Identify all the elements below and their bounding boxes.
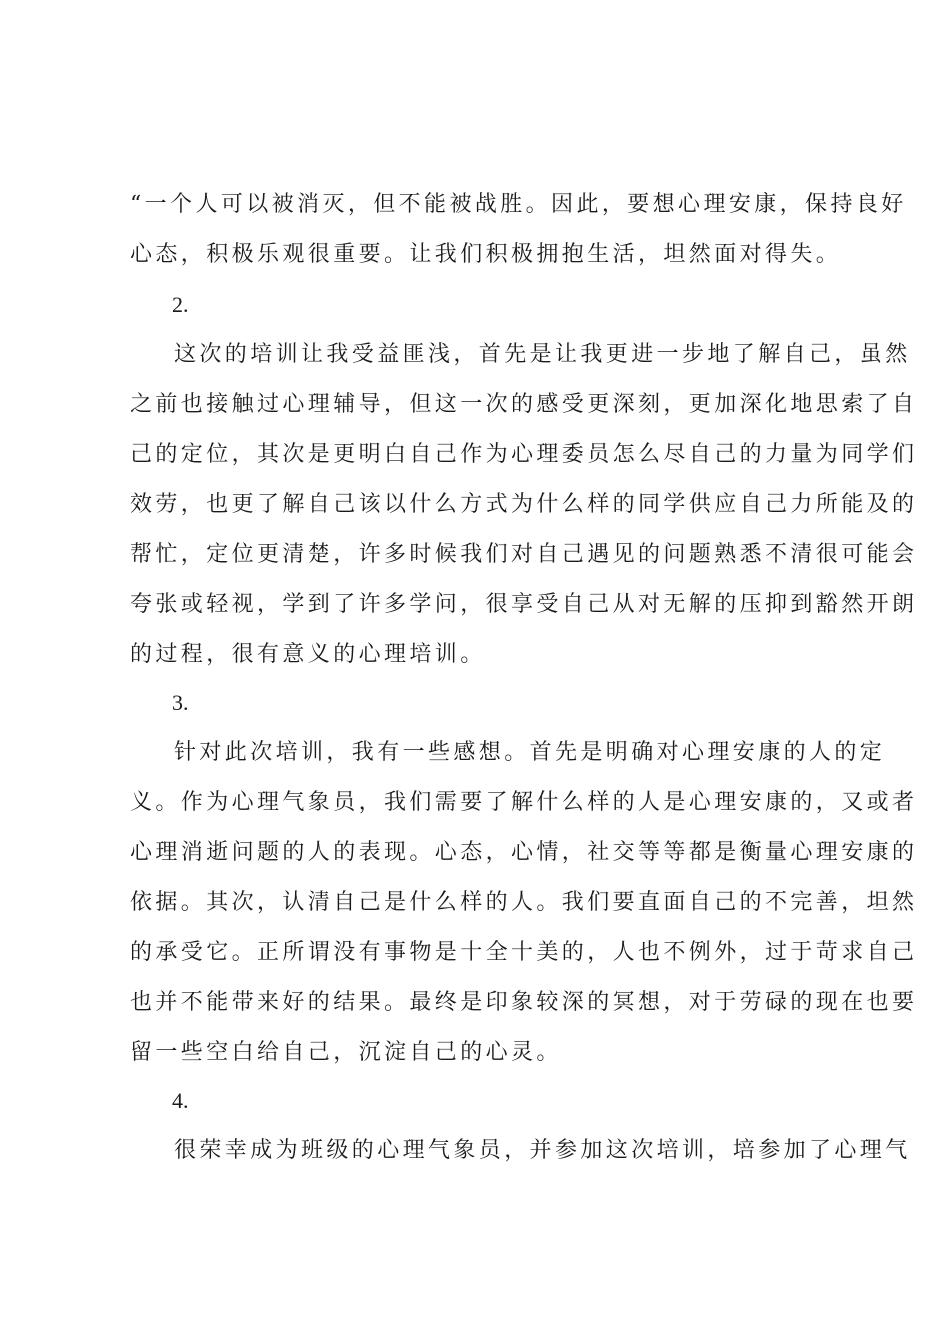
paragraph-2-line-6: 夸张或轻视，学到了许多学问，很享受自己从对无解的压抑到豁然开朗	[130, 592, 918, 617]
paragraph-2-line-5: 帮忙，定位更清楚，许多时候我们对自己遇见的问题熟悉不清很可能会	[130, 542, 918, 567]
paragraph-4-line-1: 很荣幸成为班级的心理气象员，并参加这次培训，培参加了心理气	[174, 1138, 911, 1163]
paragraph-2-line-1: 这次的培训让我受益匪浅，首先是让我更进一步地了解自己，虽然	[174, 342, 911, 367]
paragraph-1	[130, 180, 907, 280]
paragraph-3-line-1: 针对此次培训，我有一些感想。首先是明确对心理安康的人的定	[174, 740, 886, 765]
paragraph-2-line-3: 己的定位，其次是更明白自己作为心理委员怎么尽自己的力量为同学们	[130, 442, 918, 467]
section-number-2: 2.	[172, 292, 189, 317]
paragraph-3	[130, 728, 918, 1078]
paragraph-2-line-4: 效劳，也更了解自己该以什么方式为什么样的同学供应自己力所能及的	[130, 492, 918, 517]
paragraph-2	[130, 330, 918, 680]
paragraph-3-line-3: 心理消逝问题的人的表现。心态，心情，社交等等都是衡量心理安康的	[130, 840, 918, 865]
paragraph-2-line-2: 之前也接触过心理辅导，但这一次的感受更深刻，更加深化地思索了自	[130, 392, 918, 417]
section-number-3: 3.	[172, 690, 189, 715]
section-number-4-block	[130, 1076, 830, 1126]
paragraph-3-line-5: 的承受它。正所谓没有事物是十全十美的，人也不例外，过于苛求自己	[130, 940, 918, 965]
section-number-4: 4.	[172, 1088, 189, 1113]
paragraph-1-line-1: “一个人可以被消灭，但不能被战胜。因此，要想心理安康，保持良好	[130, 192, 907, 217]
section-number-3-block	[130, 678, 830, 728]
paragraph-3-line-6: 也并不能带来好的结果。最终是印象较深的冥想，对于劳碌的现在也要	[130, 990, 918, 1015]
section-number-2-block	[130, 280, 830, 330]
paragraph-3-line-7: 留一些空白给自己，沉淀自己的心灵。	[130, 1040, 562, 1065]
paragraph-3-line-2: 义。作为心理气象员，我们需要了解什么样的人是心理安康的，又或者	[130, 790, 918, 815]
paragraph-2-line-7: 的过程，很有意义的心理培训。	[130, 642, 486, 667]
paragraph-4	[130, 1126, 911, 1176]
paragraph-3-line-4: 依据。其次，认清自己是什么样的人。我们要直面自己的不完善，坦然	[130, 890, 918, 915]
paragraph-1-line-2: 心态，积极乐观很重要。让我们积极拥抱生活，坦然面对得失。	[130, 242, 842, 267]
